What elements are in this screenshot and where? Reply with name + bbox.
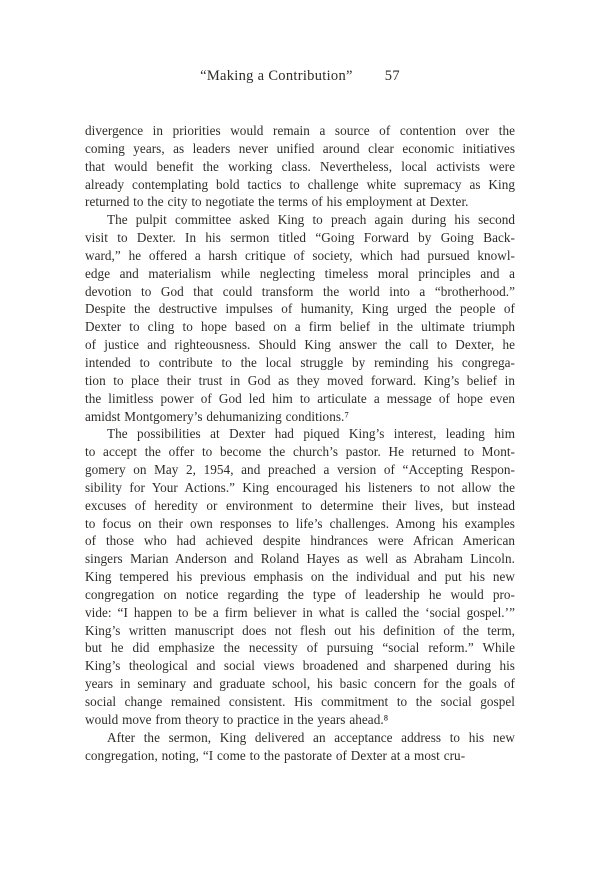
text-line: of those who had achieved despite hindrances were African American [85,533,515,549]
text-line: Despite the destructive impulses of humanity, King urged the people of [85,301,515,317]
running-head-title: “Making a Contribution” [200,68,353,84]
text-line: social change remained consistent. His commitment to the social gospel [85,694,515,709]
text-line: to focus on their own responses to life’s challenges. Among his examples [85,515,515,531]
text-line: vide: “I happen to be a firm believer in what is called the ‘social gospel.’” [85,604,515,620]
text-line: congregation on notice regarding the type of leadership he would pro- [85,586,515,602]
text-line: King’s written manuscript does not flesh out his definition of the term, [85,622,515,638]
text-line: congregation, noting, “I come to the pastorate of Dexter at a most cru- [85,747,466,763]
text-line: The pulpit committee asked King to preach again during his second [107,212,515,228]
text-line: amidst Montgomery’s dehumanizing conditions.⁷ [85,408,350,424]
text-line: to accept the offer to become the church’s pastor. He returned to Mont- [85,444,515,460]
text-line: coming years, as leaders never unified around clear economic initiatives [85,140,515,156]
page-body [85,122,515,764]
text-line: singers Marian Anderson and Roland Hayes as well as Abraham Lincoln. [85,551,515,567]
text-line: of justice and righteousness. Should King answer the call to Dexter, he [85,337,515,353]
text-line: intended to contribute to the local struggle by reminding his congrega- [85,354,515,370]
text-line: the limitless power of God led him to articulate a message of hope even [85,390,515,406]
text-line: years in seminary and graduate school, his basic concern for the goals of [85,676,515,692]
text-line: divergence in priorities would remain a source of contention over the [85,123,515,138]
text-line: edge and materialism while neglecting timeless moral principles and a [85,265,515,281]
text-line: Dexter to cling to hope based on a firm belief in the ultimate triumph [85,319,515,335]
text-line: tion to place their trust in God as they moved forward. King’s belief in [85,372,515,388]
text-line: but he did emphasize the necessity of pursuing “social reform.” While [85,640,515,656]
text-line: already contemplating bold tactics to challenge white supremacy as King [85,176,515,192]
text-line: returned to the city to negotiate the terms of his employment at Dexter. [85,194,469,210]
text-line: visit to Dexter. In his sermon titled “Going Forward by Going Back- [85,230,515,246]
text-line: that would benefit the working class. Nevertheless, local activists were [85,158,515,174]
text-line: excuses of heredity or environment to determine their lives, but instead [85,497,515,513]
text-line: King tempered his previous emphasis on the individual and put his new [85,569,515,585]
text-line: King’s theological and social views broadened and sharpened during his [85,658,515,674]
text-line: ward,” he offered a harsh critique of society, which had pursued knowl- [85,247,515,263]
text-line: gomery on May 2, 1954, and preached a version of “Accepting Respon- [85,462,515,478]
text-line: would move from theory to practice in the years ahead.⁸ [85,711,389,727]
running-head [85,68,515,85]
text-line: The possibilities at Dexter had piqued King’s interest, leading him [107,426,515,442]
text-line: sibility for Your Actions.” King encouraged his listeners to not allow the [85,479,515,495]
text-line: After the sermon, King delivered an acceptance address to his new [107,729,515,745]
text-line: devotion to God that could transform the world into a “brotherhood.” [85,283,515,299]
page-number: 57 [384,68,400,84]
